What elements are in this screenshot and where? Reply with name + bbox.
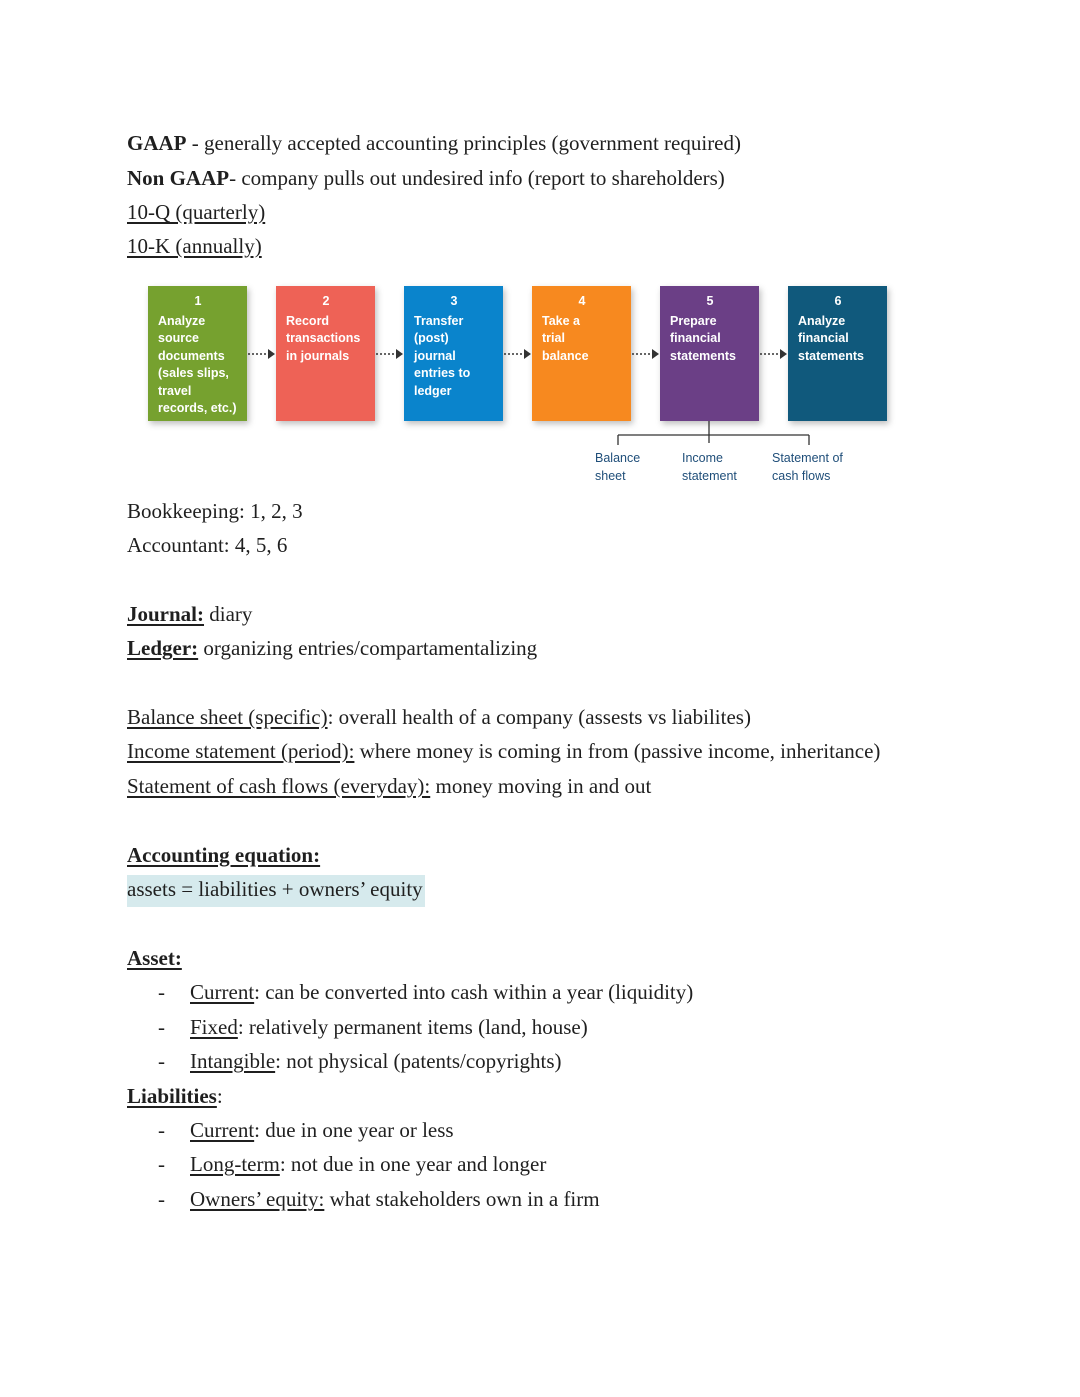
dotted-arrow-icon: [375, 347, 403, 361]
cash-flows-term: Statement of cash flows (everyday):: [127, 774, 431, 798]
step-label: Analyze source documents (sales slips, travel records, etc.): [158, 313, 237, 415]
liability-long-term: [190, 1151, 546, 1177]
step-label: Take a trial balance: [542, 313, 589, 363]
cycle-step-5: [660, 286, 759, 421]
liability-current: [190, 1117, 454, 1143]
form-10q: 10-Q (quarterly): [127, 200, 266, 224]
balance-sheet-definition: [127, 704, 751, 730]
cash-flows-definition: [127, 773, 651, 799]
ledger-definition: [127, 635, 537, 661]
equation-formula-row: [127, 876, 425, 902]
bullet-marker: -: [158, 1118, 165, 1142]
bullet-marker: -: [158, 1015, 165, 1039]
ledger-def: organizing entries/compartamentalizing: [198, 636, 538, 660]
accountant-steps: Accountant: 4, 5, 6: [127, 533, 288, 557]
gaap-definition: [127, 130, 741, 156]
bookkeeping-steps: Bookkeeping: 1, 2, 3: [127, 499, 303, 523]
step-number: 1: [194, 294, 202, 308]
form-10k: 10-K (annually): [127, 234, 262, 258]
non-gaap-term: Non GAAP: [127, 166, 230, 190]
gaap-term: GAAP: [127, 131, 187, 155]
liability-long-term-def: : not due in one year and longer: [279, 1152, 547, 1176]
liability-current-term: Current: [190, 1118, 255, 1142]
cycle-step-1: [148, 286, 247, 421]
asset-current-def: : can be converted into cash within a year (liquidity): [254, 980, 694, 1004]
asset-fixed-def: : relatively permanent items (land, house): [237, 1015, 588, 1039]
step-number: 2: [322, 294, 330, 308]
step-label: Analyze financial statements: [798, 313, 864, 363]
step-label: Transfer (post) journal entries to ledger: [414, 313, 471, 398]
liabilities-heading: Liabilities: [127, 1084, 217, 1108]
asset-current: [190, 979, 693, 1005]
equation-formula: assets = liabilities + owners’ equity: [127, 875, 425, 907]
liabilities-heading-row: [127, 1083, 223, 1109]
output-income-statement: Income statement: [682, 451, 737, 483]
cash-flows-def: money moving in and out: [430, 774, 652, 798]
cycle-step-2: [276, 286, 375, 421]
asset-intangible-term: Intangible: [190, 1049, 276, 1073]
cycle-step-4: [532, 286, 631, 421]
step-number: 4: [578, 294, 586, 308]
non-gaap-def: - company pulls out undesired info (report to shareholders): [229, 166, 725, 190]
liabilities-colon: :: [216, 1084, 223, 1108]
step-label: Record transactions in journals: [286, 313, 361, 363]
step-number: 3: [450, 294, 458, 308]
step-label: Prepare financial statements: [670, 313, 736, 363]
journal-term: Journal:: [127, 602, 205, 626]
output-balance-sheet: Balance sheet: [595, 451, 641, 483]
asset-heading: Asset:: [127, 946, 182, 970]
liability-long-term-term: Long-term: [190, 1152, 280, 1176]
asset-intangible-def: : not physical (patents/copyrights): [275, 1049, 562, 1073]
income-statement-term: Income statement (period):: [127, 739, 355, 763]
asset-fixed-term: Fixed: [190, 1015, 238, 1039]
journal-definition: [127, 601, 252, 627]
dotted-arrow-icon: [503, 347, 531, 361]
owners-equity-term: Owners’ equity:: [190, 1187, 325, 1211]
output-cash-flows: Statement of cash flows: [772, 451, 843, 483]
bullet-marker: -: [158, 1049, 165, 1073]
balance-sheet-def: : overall health of a company (assests vs liabilites): [327, 705, 751, 729]
bullet-marker: -: [158, 1152, 165, 1176]
step-number: 6: [834, 294, 842, 308]
bullet-marker: -: [158, 1187, 165, 1211]
balance-sheet-term: Balance sheet (specific): [127, 705, 328, 729]
cycle-step-3: [404, 286, 503, 421]
asset-intangible: [190, 1048, 562, 1074]
income-statement-definition: [127, 738, 880, 764]
ledger-term: Ledger:: [127, 636, 199, 660]
income-statement-def: where money is coming in from (passive income, inheritance): [354, 739, 881, 763]
dotted-arrow-icon: [631, 347, 659, 361]
liability-current-def: : due in one year or less: [254, 1118, 454, 1142]
owners-equity-def: what stakeholders own in a firm: [324, 1187, 600, 1211]
outputs-bracket: [610, 421, 815, 449]
asset-fixed: [190, 1014, 588, 1040]
owners-equity: [190, 1186, 600, 1212]
journal-def: diary: [204, 602, 253, 626]
non-gaap-definition: [127, 165, 725, 191]
cycle-step-6: [788, 286, 887, 421]
step-number: 5: [706, 294, 714, 308]
equation-heading: Accounting equation:: [127, 843, 321, 867]
asset-current-term: Current: [190, 980, 255, 1004]
gaap-def: - generally accepted accounting principles (government required): [186, 131, 742, 155]
bullet-marker: -: [158, 980, 165, 1004]
dotted-arrow-icon: [759, 347, 787, 361]
dotted-arrow-icon: [247, 347, 275, 361]
